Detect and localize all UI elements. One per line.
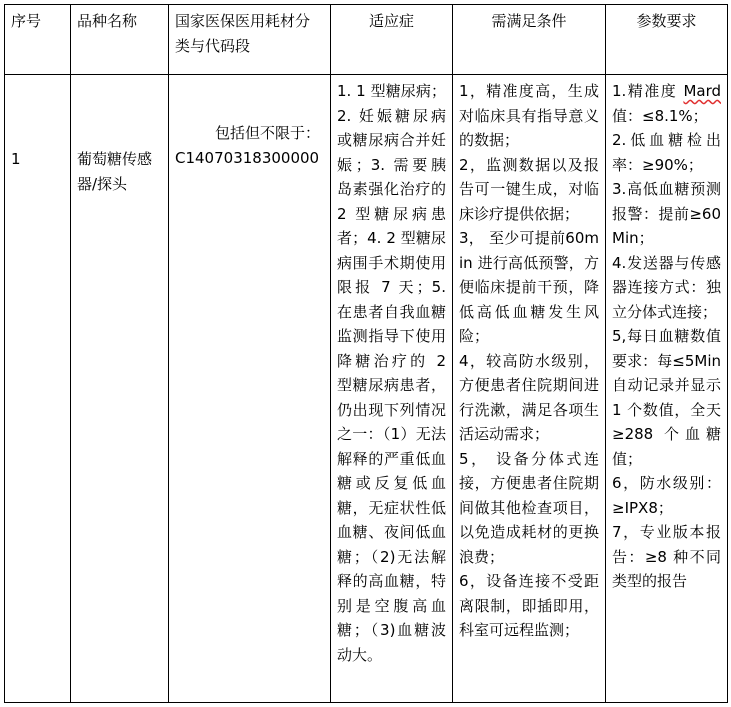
- product-name: 葡萄糖传感器/探头: [77, 150, 153, 193]
- params-item-1-suffix: 值：≤8.1%；: [612, 106, 708, 125]
- cell-params: [606, 75, 728, 703]
- header-conditions: 需满足条件: [453, 5, 606, 75]
- cell-name: [71, 75, 169, 703]
- category-code: C14070318300000: [175, 148, 320, 167]
- requirements-table: [4, 4, 728, 703]
- header-seq: 序号: [5, 5, 71, 75]
- category-scope-label: 包括但不限于：: [214, 124, 320, 142]
- seq-value: 1: [11, 150, 21, 168]
- header-name: 品种名称: [71, 5, 169, 75]
- header-params: 参数要求: [606, 5, 728, 75]
- header-indication: 适应症: [331, 5, 453, 75]
- cell-category: [169, 75, 331, 703]
- params-items-rest: 2.低血糖检出率：≥90%； 3.高低血糖预测报警：提前≥60Min； 4.发送器与传感器连接方式：独立分体式连接； 5,每日血糖数值要求：每≤5Min 自动记录并显示 1 个数值，全天≥288 个血糖值； 6，防水级别：≥IPX8； 7，专业版本报告：≥8 种不同类型的报告: [612, 131, 721, 590]
- cell-conditions: 1，精准度高，生成对临床具有指导意义的数据； 2，监测数据以及报告可一键生成，对临床诊疗提供依据； 3， 至少可提前60min 进行高低预警，方便临床提前干预，降低高低血糖发生风险； 4，较高防水级别，方便患者住院期间进行洗漱，满足各项生活运动需求； 5， 设备分体式连接，方便患者住院期间做其他检查项目，以免造成耗材的更换浪费； 6，设备连接不受距离限制，即插即用，科室可远程监测；: [453, 75, 606, 703]
- header-category: 国家医保医用耗材分类与代码段: [169, 5, 331, 75]
- table-header-row: [5, 5, 728, 75]
- mard-spellcheck-term: Mard: [683, 82, 721, 100]
- cell-indication: 1. 1 型糖尿病；2. 妊娠糖尿病或糖尿病合并妊娠；3. 需要胰岛素强化治疗的 2 型糖尿病患者；4. 2 型糖尿病围手术期使用限报 7 天；5. 在患者自我血糖监测指导下使用降糖治疗的 2 型糖尿病患者，仍出现下列情况之一：（1）无法解释的严重低血糖或反复低血糖，无症状性低血糖、夜间低血糖；（2)无法解释的高血糖，特别是空腹高血糖；（3)血糖波动大。: [331, 75, 453, 703]
- cell-seq: [5, 75, 71, 703]
- category-block: [175, 79, 324, 170]
- table-row: [5, 75, 728, 703]
- params-item-1-prefix: 1.精准度: [612, 82, 684, 100]
